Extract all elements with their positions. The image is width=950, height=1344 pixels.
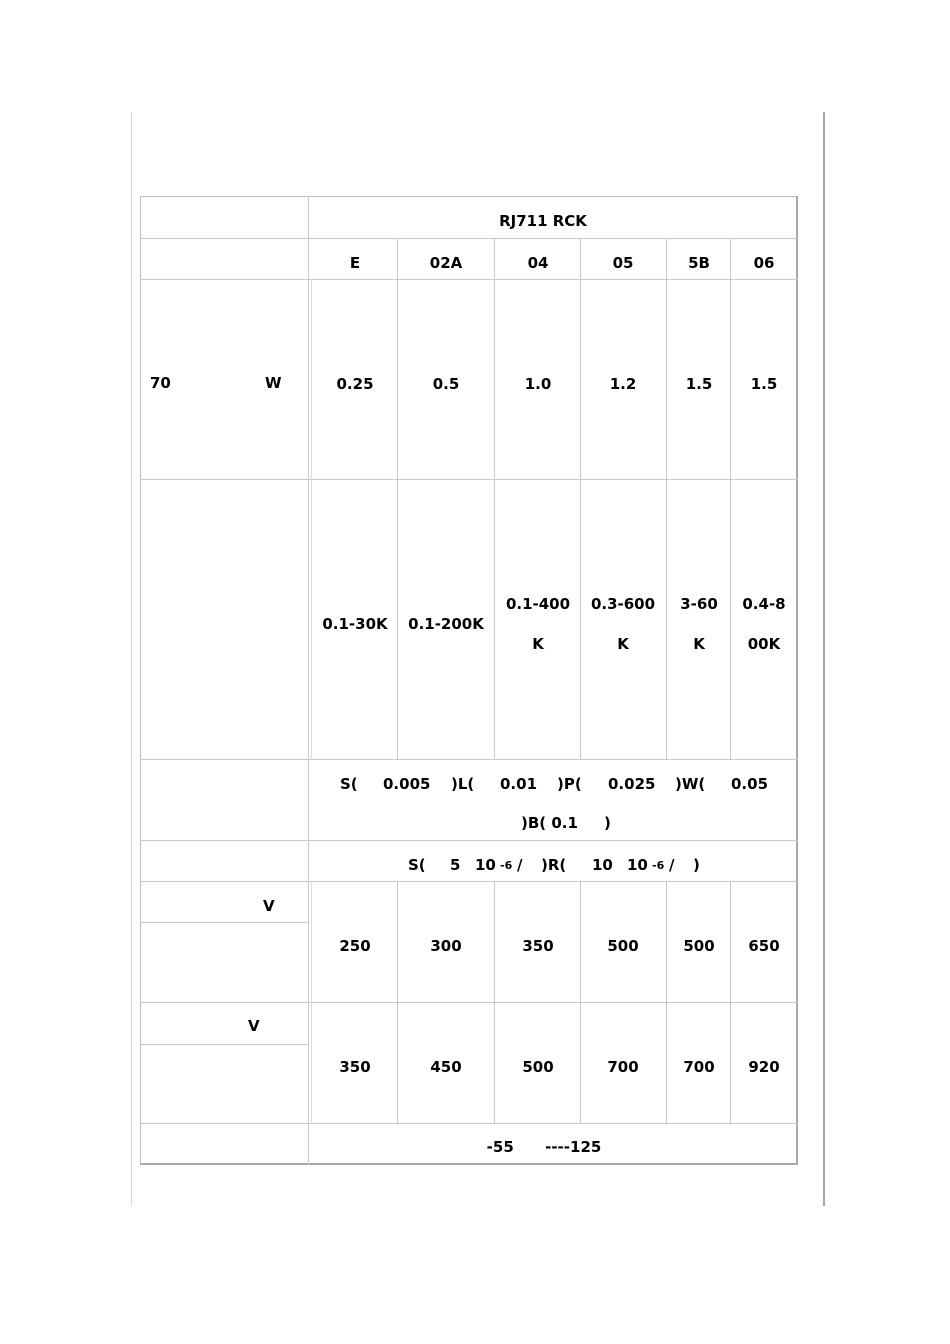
tolerance-value: 0.01 [500, 775, 538, 793]
row-divider [140, 881, 798, 882]
tolerance-code: )P( [557, 775, 582, 793]
resistance-range: 0.3-600 [590, 595, 656, 613]
power-label-unit: W [265, 374, 282, 392]
voltage-value: 450 [430, 1058, 462, 1076]
tcr-code: S( [408, 856, 426, 874]
resistance-range-cont: K [693, 635, 705, 653]
tcr-exponent: -6 [652, 859, 665, 872]
column-divider [494, 881, 495, 1124]
tcr-value: 10 [592, 856, 613, 874]
voltage-unit: V [263, 897, 275, 915]
column-divider [666, 238, 667, 760]
resistance-range-cont: K [532, 635, 544, 653]
model-header: 06 [753, 254, 775, 272]
row-divider [140, 479, 798, 480]
row-divider [140, 238, 798, 239]
row-divider [140, 279, 798, 280]
voltage-value: 350 [339, 1058, 371, 1076]
voltage-value: 500 [522, 1058, 554, 1076]
tcr-base: 10 [627, 856, 648, 874]
model-header: 02A [429, 254, 463, 272]
table-frame [140, 196, 798, 1165]
row-divider [140, 759, 798, 760]
column-divider [494, 238, 495, 760]
power-value: 1.2 [609, 375, 637, 393]
power-value: 0.5 [432, 375, 460, 393]
voltage-value: 350 [522, 937, 554, 955]
voltage-value: 500 [683, 937, 715, 955]
row-divider [140, 840, 798, 841]
resistance-range: 0.1-400 [505, 595, 571, 613]
resistance-range-cont: K [617, 635, 629, 653]
row-divider [140, 1002, 798, 1003]
tcr-code: )R( [541, 856, 567, 874]
tolerance-line2: )B( 0.1 ) [521, 814, 611, 832]
model-header: 04 [527, 254, 549, 272]
resistance-range: 0.1-30K [322, 615, 388, 633]
model-header: 05 [612, 254, 634, 272]
voltage-value: 250 [339, 937, 371, 955]
tolerance-value: 0.025 [608, 775, 656, 793]
tcr-unit: / [517, 856, 523, 874]
column-divider [397, 881, 398, 1124]
column-divider [311, 279, 312, 760]
tcr-close: ) [693, 856, 700, 874]
tolerance-value: 0.05 [731, 775, 769, 793]
tolerance-code: )W( [675, 775, 706, 793]
power-label-temp: 70 [150, 374, 171, 392]
resistance-range: 0.4-8 [742, 595, 786, 613]
model-header: 5B [688, 254, 710, 272]
resistance-range-cont: 00K [747, 635, 781, 653]
row-divider [140, 922, 308, 923]
voltage-unit: V [248, 1017, 260, 1035]
column-divider [730, 238, 731, 760]
tcr-value: 5 [450, 856, 461, 874]
power-value: 1.0 [524, 375, 552, 393]
tolerance-code: S( [340, 775, 358, 793]
tolerance-value: 0.005 [383, 775, 431, 793]
power-value: 1.5 [685, 375, 713, 393]
row-divider [140, 1123, 798, 1124]
page-edge-right [823, 112, 825, 1206]
voltage-value: 300 [430, 937, 462, 955]
column-divider [730, 881, 731, 1124]
power-value: 0.25 [336, 375, 374, 393]
voltage-value: 700 [683, 1058, 715, 1076]
temperature-range: -55 ----125 [486, 1138, 602, 1156]
voltage-value: 650 [748, 937, 780, 955]
column-divider [666, 881, 667, 1124]
resistance-range: 0.1-200K [408, 615, 484, 633]
column-divider [397, 238, 398, 760]
voltage-value: 500 [607, 937, 639, 955]
series-title: RJ711 RCK [499, 212, 587, 230]
model-header: E [349, 254, 361, 272]
row-divider [140, 1044, 308, 1045]
page-edge-left [131, 112, 132, 1206]
voltage-value: 920 [748, 1058, 780, 1076]
tcr-exponent: -6 [500, 859, 513, 872]
column-divider [580, 881, 581, 1124]
power-value: 1.5 [750, 375, 778, 393]
column-divider [580, 238, 581, 760]
column-divider [308, 196, 309, 1165]
tolerance-code: )L( [451, 775, 475, 793]
tcr-base: 10 [475, 856, 496, 874]
voltage-value: 700 [607, 1058, 639, 1076]
column-divider [311, 881, 312, 1124]
resistance-range: 3-60 [680, 595, 718, 613]
tcr-unit: / [669, 856, 675, 874]
